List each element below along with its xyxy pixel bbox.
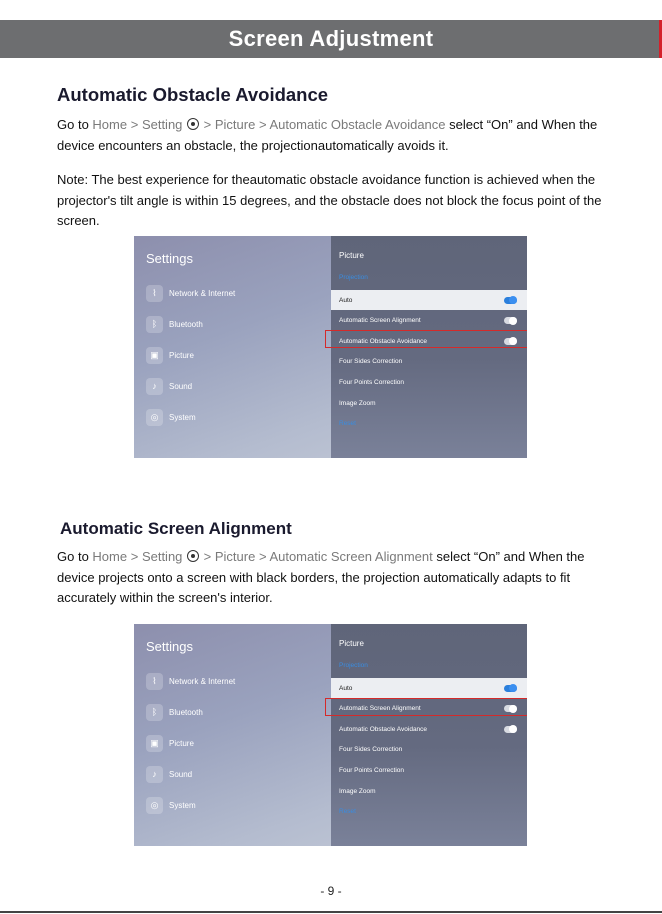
settings-screenshot-alignment — [134, 624, 527, 846]
picture-icon: ▣ — [146, 735, 163, 752]
panel-title: Picture — [339, 639, 364, 648]
setting-row-label: Automatic Screen Alignment — [339, 317, 421, 325]
setting-row-label: Four Sides Correction — [339, 358, 403, 366]
toggle-off-switch[interactable] — [504, 726, 517, 733]
menu-item-label: Bluetooth — [169, 319, 203, 329]
setting-row-label: Auto — [339, 684, 353, 692]
path-sep: > — [200, 117, 215, 132]
settings-menu-item[interactable] — [146, 795, 196, 815]
menu-item-label: Network & Internet — [169, 288, 236, 298]
wifi-icon: ⌇ — [146, 285, 163, 302]
panel-title: Picture — [339, 251, 364, 260]
path-sep: > — [200, 549, 215, 564]
setting-row[interactable] — [331, 352, 527, 372]
setting-row-label: Four Sides Correction — [339, 746, 403, 754]
system-icon: ◎ — [146, 797, 163, 814]
settings-menu-item[interactable] — [146, 283, 235, 303]
path-setting: Setting — [141, 117, 187, 132]
setting-row[interactable] — [331, 678, 527, 698]
gear-icon — [187, 118, 199, 130]
path-feature: Automatic Obstacle Avoidance — [269, 117, 446, 132]
setting-row[interactable] — [331, 719, 527, 739]
sound-icon: ♪ — [146, 766, 163, 783]
path-sep: > — [255, 117, 270, 132]
settings-menu-item[interactable] — [146, 702, 203, 722]
menu-item-label: Picture — [169, 738, 194, 748]
section-title-obstacle-avoidance: Automatic Obstacle Avoidance — [57, 84, 329, 105]
path-picture: Picture — [214, 117, 256, 132]
settings-menu-item[interactable] — [146, 314, 203, 334]
setting-row[interactable] — [331, 760, 527, 780]
system-icon: ◎ — [146, 409, 163, 426]
panel-subtitle: Projection — [339, 274, 368, 281]
setting-row-label: Automatic Obstacle Avoidance — [339, 337, 428, 345]
path-home: Home — [92, 117, 128, 132]
instruction-tail: select “On” and When the device encounters an obstacle, the projectionautomatically avoids it. — [57, 117, 598, 153]
setting-row[interactable] — [331, 290, 527, 310]
path-home: Home — [92, 549, 128, 564]
section2-instructions — [57, 547, 617, 609]
setting-row[interactable] — [331, 740, 527, 760]
settings-menu-item[interactable] — [146, 671, 235, 691]
settings-menu-item[interactable] — [146, 345, 194, 365]
section1-note: Note: The best experience for theautomatic obstacle avoidance function is achieved when the projector's tilt angle is within 15 degrees, and the obstacle does not block the focus point of the screen. — [57, 172, 602, 228]
path-sep: > — [127, 117, 142, 132]
menu-item-label: Network & Internet — [169, 676, 236, 686]
toggle-on-switch[interactable] — [504, 685, 517, 692]
settings-title: Settings — [146, 639, 193, 654]
path-sep: > — [255, 549, 270, 564]
menu-item-label: Bluetooth — [169, 707, 203, 717]
setting-row-label: Automatic Obstacle Avoidance — [339, 725, 428, 733]
instruction-tail: select “On” and When the device projects onto a screen with black borders, the projection automatically adapts to fit accurately within the screen's interior. — [57, 549, 585, 605]
setting-row-label: Image Zoom — [339, 399, 376, 407]
setting-row[interactable] — [331, 393, 527, 413]
settings-menu-item[interactable] — [146, 407, 196, 427]
bluetooth-icon: ᛒ — [146, 316, 163, 333]
settings-menu-item[interactable] — [146, 733, 194, 753]
menu-item-label: System — [169, 412, 196, 422]
picture-panel — [331, 624, 527, 846]
settings-title: Settings — [146, 251, 193, 266]
menu-item-label: Sound — [169, 381, 193, 391]
path-picture: Picture — [214, 549, 256, 564]
toggle-on-switch[interactable] — [504, 297, 517, 304]
setting-row-label: Auto — [339, 296, 353, 304]
menu-item-label: System — [169, 800, 196, 810]
setting-row[interactable] — [331, 781, 527, 801]
setting-row[interactable] — [331, 311, 527, 331]
sound-icon: ♪ — [146, 378, 163, 395]
panel-subtitle: Projection — [339, 662, 368, 669]
setting-row-label: Four Points Correction — [339, 378, 405, 386]
page-number: - 9 - — [320, 884, 342, 898]
setting-row-label: Automatic Screen Alignment — [339, 705, 421, 713]
page-title: Screen Adjustment — [228, 26, 434, 51]
reset-link[interactable]: Reset — [339, 420, 356, 427]
gear-icon — [187, 550, 199, 562]
settings-menu-item[interactable] — [146, 376, 192, 396]
path-setting: Setting — [141, 549, 187, 564]
wifi-icon: ⌇ — [146, 673, 163, 690]
text-go-to: Go to — [57, 549, 93, 564]
highlight-box — [325, 698, 527, 716]
section1-instructions — [57, 115, 617, 156]
menu-item-label: Sound — [169, 769, 193, 779]
picture-icon: ▣ — [146, 347, 163, 364]
settings-menu-item[interactable] — [146, 764, 192, 784]
toggle-off-switch[interactable] — [504, 317, 517, 324]
setting-row-label: Four Points Correction — [339, 766, 405, 774]
path-feature: Automatic Screen Alignment — [269, 549, 433, 564]
section-title-screen-alignment: Automatic Screen Alignment — [60, 519, 292, 538]
settings-screenshot-obstacle — [134, 236, 527, 458]
reset-link[interactable]: Reset — [339, 808, 356, 815]
header-bar — [0, 20, 662, 58]
highlight-box — [325, 330, 527, 348]
setting-row[interactable] — [331, 372, 527, 392]
bluetooth-icon: ᛒ — [146, 704, 163, 721]
setting-row-label: Image Zoom — [339, 787, 376, 795]
menu-item-label: Picture — [169, 350, 194, 360]
footer-divider — [0, 911, 662, 913]
text-go-to: Go to — [57, 117, 93, 132]
path-sep: > — [127, 549, 142, 564]
